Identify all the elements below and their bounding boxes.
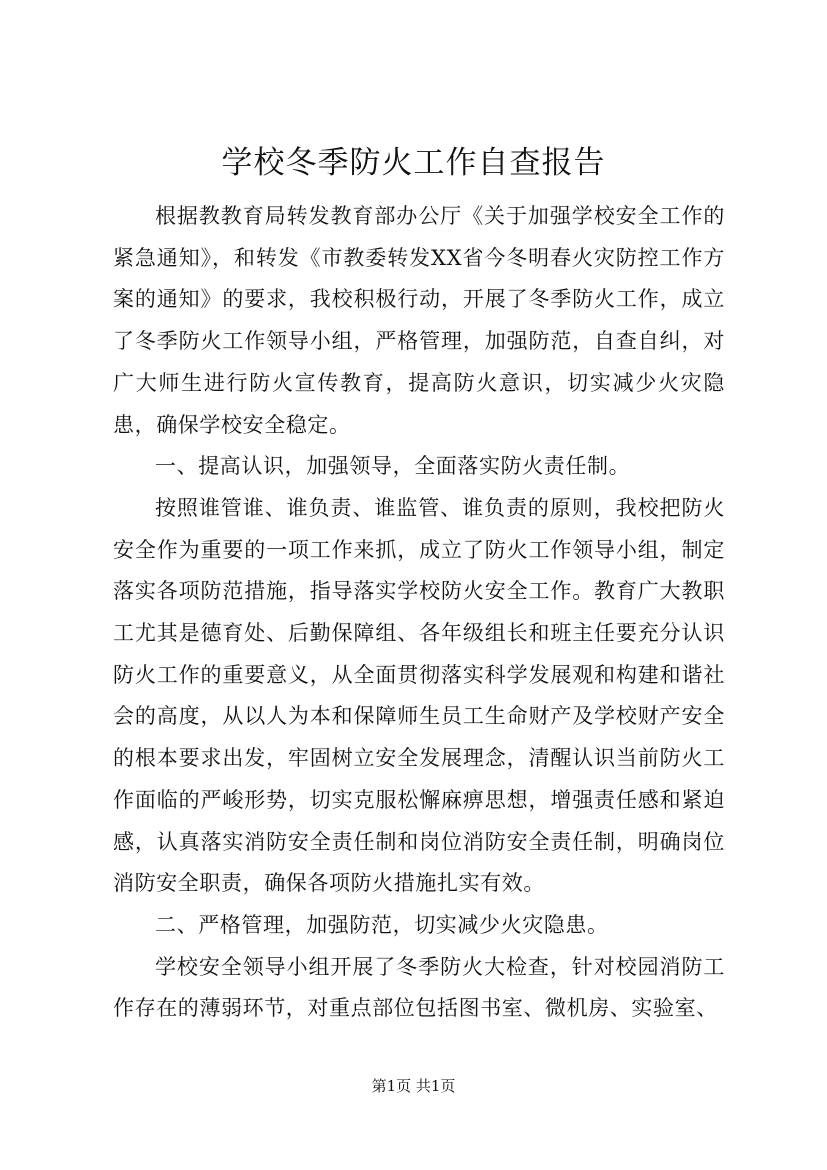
paragraph-intro: 根据教教育局转发教育部办公厅《关于加强学校安全工作的紧急通知》，和转发《市教委转发XX省今冬明春火灾防控工作方案的通知》的要求，我校积极行动，开展了冬季防火工作，成立了冬季防火工作领导小组，严格管理，加强防范，自查自纠，对广大师生进行防火宣传教育，提高防火意识，切实减少火灾隐患，确保学校安全稳定。 [113,204,725,437]
document-body [113,196,725,1030]
paragraph-section-2: 学校安全领导小组开展了冬季防火大检查，针对校园消防工作存在的薄弱环节，对重点部位包括图书室、微机房、实验室、 [113,954,725,1021]
document-title: 学校冬季防火工作自查报告 [221,145,606,181]
paragraph-section-1: 按照谁管谁、谁负责、谁监管、谁负责的原则，我校把防火安全作为重要的一项工作来抓，成立了防火工作领导小组，制定落实各项防范措施，指导落实学校防火安全工作。教育广大教职工尤其是德育处、后勤保障组、各年级组长和班主任要充分认识防火工作的重要意义，从全面贯彻落实科学发展观和构建和谐社会的高度，从以人为本和保障师生员工生命财产及学校财产安全的根本要求出发，牢固树立安全发展理念，清醒认识当前防火工作面临的严峻形势，切实克服松懈麻痹思想，增强责任感和紧迫感，认真落实消防安全责任制和岗位消防安全责任制，明确岗位消防安全职责，确保各项防火措施扎实有效。 [113,495,725,896]
page-footer: 第1页 共1页 [371,1077,456,1095]
section-heading-1: 一、提高认识，加强领导，全面落实防火责任制。 [155,454,631,479]
section-heading-2: 二、严格管理，加强防范，切实减少火灾隐患。 [155,912,609,937]
